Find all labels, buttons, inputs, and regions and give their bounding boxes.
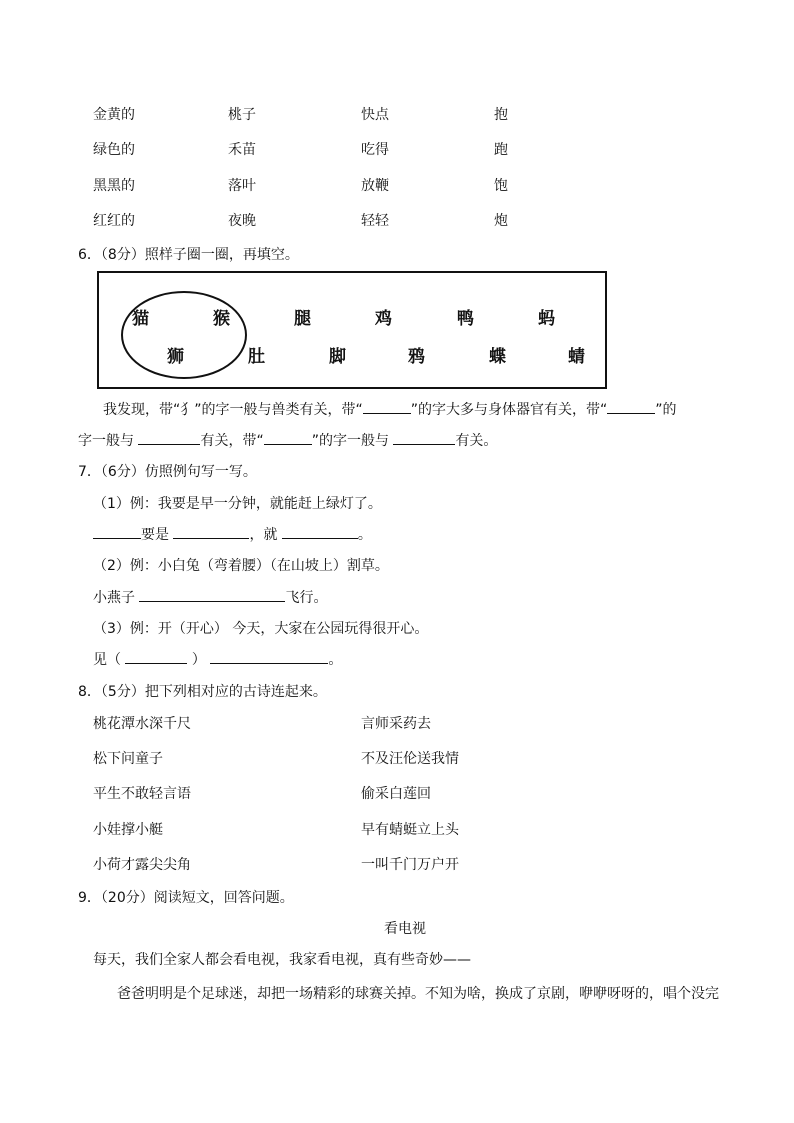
q6-char-r2-4: 鸦 (408, 347, 425, 367)
q5-word-r3c2: 落叶 (228, 178, 256, 194)
q6-line2-text-b: 有关，带“ (200, 433, 264, 449)
q6-blank-2[interactable] (607, 399, 655, 414)
q6-line2-text-a: 字一般与 (78, 433, 134, 449)
q7-fill-3 (93, 649, 342, 669)
q8-left-3[interactable]: 平生不敢轻言语 (93, 786, 191, 802)
q5-word-r3c4: 饱 (494, 178, 508, 194)
q8-left-2[interactable]: 松下问童子 (93, 751, 163, 767)
q6-char-r1-5: 鸭 (457, 309, 474, 329)
q5-word-r4c3: 轻轻 (361, 213, 389, 229)
q5-word-r2c1: 绿色的 (93, 142, 135, 158)
q8-right-1[interactable]: 言师采药去 (361, 716, 431, 732)
q6-char-r1-1: 猫 (132, 309, 149, 329)
q6-heading: 6．（8分）照样子圈一圈，再填空。 (78, 247, 299, 263)
q5-word-r1c1: 金黄的 (93, 107, 135, 123)
q6-char-r1-6: 蚂 (538, 309, 555, 329)
q6-line2-text-c: ”的字一般与 (311, 433, 389, 449)
q5-word-r1c3: 快点 (361, 107, 389, 123)
q7-heading: 7．（6分）仿照例句写一写。 (78, 464, 257, 480)
q6-char-r2-1: 狮 (167, 347, 184, 367)
q6-char-r2-3: 脚 (329, 347, 346, 367)
q7-fill-1-text-c: 。 (357, 527, 372, 543)
q5-word-r4c4: 炮 (494, 213, 508, 229)
q8-right-3[interactable]: 偷采白莲回 (361, 786, 431, 802)
q6-blank-3[interactable] (138, 430, 200, 445)
q8-left-5[interactable]: 小荷才露尖尖角 (93, 857, 191, 873)
q8-right-2[interactable]: 不及汪伦送我情 (361, 751, 459, 767)
q6-char-r1-4: 鸡 (375, 309, 392, 329)
q7-fill-3-text-a: 见（ (93, 652, 121, 668)
q5-word-r1c2: 桃子 (228, 107, 256, 123)
q7-blank-1b[interactable] (173, 524, 249, 539)
q6-line1-text-a: 我发现，带“犭”的字一般与兽类有关，带“ (103, 402, 363, 418)
q6-line2-text-d: 有关。 (455, 433, 498, 449)
q7-fill-1-text-a: 要是 (141, 527, 169, 543)
q6-blank-1[interactable] (363, 399, 411, 414)
q5-word-r2c3: 吃得 (361, 142, 389, 158)
q6-char-r1-2: 猴 (213, 309, 230, 329)
q7-fill-3-text-c: 。 (328, 652, 343, 668)
q5-word-r1c4: 抱 (494, 107, 508, 123)
q7-blank-2[interactable] (139, 587, 285, 602)
q5-word-r4c2: 夜晚 (228, 213, 256, 229)
q7-blank-1c[interactable] (282, 524, 358, 539)
q9-paragraph-2: 爸爸明明是个足球迷，却把一场精彩的球赛关掉。不知为啥，换成了京剧，咿咿呀呀的，唱个没完 (117, 986, 719, 1002)
q8-right-4[interactable]: 早有蜻蜓立上头 (361, 822, 459, 838)
q9-passage-title: 看电视 (384, 921, 426, 937)
q6-char-r2-2: 肚 (248, 347, 265, 367)
q6-fill-line-1 (103, 399, 677, 419)
q5-word-r3c3: 放鞭 (361, 178, 389, 194)
q6-line1-text-c: ”的 (655, 402, 677, 418)
q7-fill-3-text-b: ） (191, 652, 206, 668)
q7-fill-1 (93, 524, 372, 544)
q9-paragraph-1: 每天，我们全家人都会看电视，我家看电视，真有些奇妙—— (93, 952, 471, 968)
q7-example-2: （2）例：小白兔（弯着腰）（在山坡上）割草。 (93, 558, 389, 574)
q7-blank-3a[interactable] (125, 649, 187, 664)
q7-blank-3b[interactable] (210, 649, 328, 664)
q7-fill-2 (93, 587, 327, 607)
q7-example-3: （3）例：开（开心） 今天，大家在公园玩得很开心。 (93, 621, 429, 637)
q6-blank-5[interactable] (393, 430, 455, 445)
q8-right-5[interactable]: 一叫千门万户开 (361, 857, 459, 873)
q7-fill-2-text-a: 小燕子 (93, 590, 135, 606)
q5-word-r3c1: 黑黑的 (93, 178, 135, 194)
q8-left-4[interactable]: 小娃撑小艇 (93, 822, 163, 838)
q5-word-r4c1: 红红的 (93, 213, 135, 229)
q6-char-r1-3: 腿 (294, 309, 311, 329)
q9-heading: 9．（20分）阅读短文，回答问题。 (78, 890, 294, 906)
q6-fill-line-2 (78, 430, 497, 450)
q6-char-r2-5: 蝶 (489, 347, 506, 367)
q5-word-r2c4: 跑 (494, 142, 508, 158)
q7-fill-1-text-b: ，就 (249, 527, 278, 543)
q7-example-1: （1）例：我要是早一分钟，就能赶上绿灯了。 (93, 496, 382, 512)
q6-line1-text-b: ”的字大多与身体器官有关，带“ (410, 402, 608, 418)
q6-char-r2-6: 蜻 (568, 347, 585, 367)
q7-fill-2-text-b: 飞行。 (285, 590, 328, 606)
q7-blank-1a[interactable] (93, 524, 141, 539)
q8-heading: 8．（5分）把下列相对应的古诗连起来。 (78, 684, 327, 700)
q6-blank-4[interactable] (264, 430, 312, 445)
q8-left-1[interactable]: 桃花潭水深千尺 (93, 716, 191, 732)
q5-word-r2c2: 禾苗 (228, 142, 256, 158)
